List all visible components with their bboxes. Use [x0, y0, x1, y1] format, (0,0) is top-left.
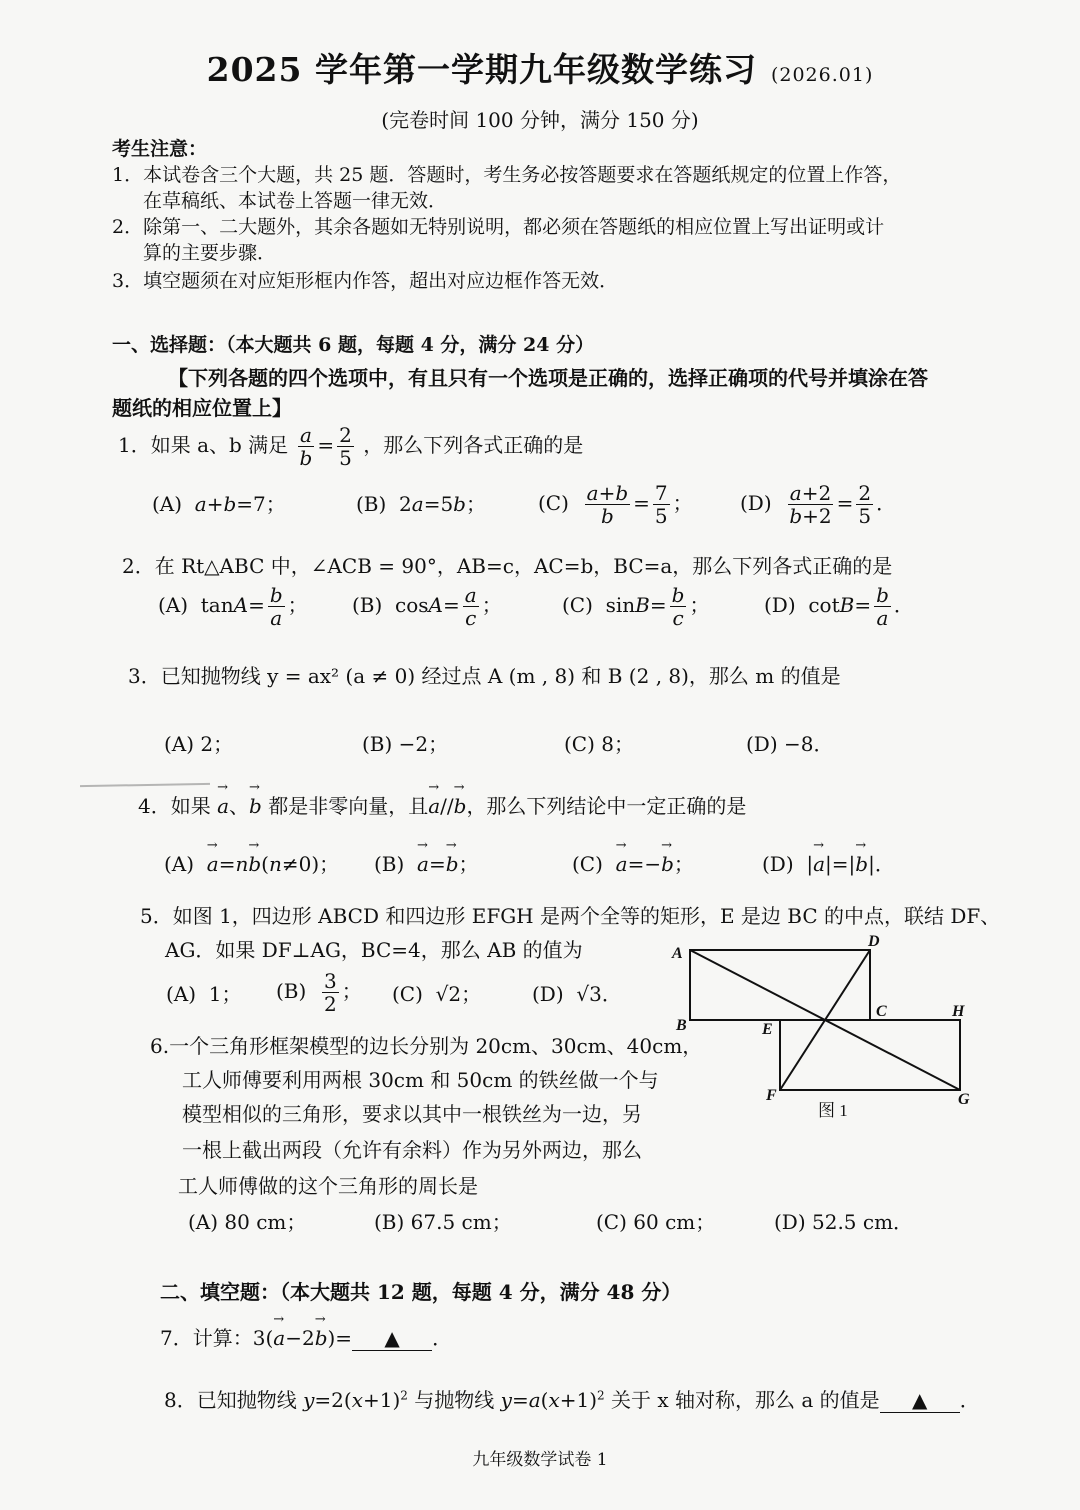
q8-answer-blank: ▲ [880, 1388, 960, 1413]
section1-instruction-b: 题纸的相应位置上】 [112, 396, 292, 420]
q5-option-c: (C) √2； [392, 982, 482, 1006]
notice-line-2b: 算的主要步骤． [143, 242, 277, 264]
q6-option-d: (D) 52.5 cm． [774, 1210, 914, 1234]
label-a: A [672, 945, 683, 962]
section2-heading: 二、填空题：（本大题共 12 题，每题 4 分，满分 48 分） [160, 1280, 682, 1304]
q1-option-d: (D) $\frac{a+2}{b+2}$ = $\frac{2}{5}$ ． [740, 481, 897, 528]
question-6-line-5: 工人师傅做的这个三角形的周长是 [178, 1174, 478, 1198]
q7-pre: 7．计算： [160, 1326, 253, 1350]
label-g: G [958, 1091, 970, 1108]
question-3: 3．已知抛物线 y = ax² (a ≠ 0) 经过点 A (m , 8) 和 B (2 , 8)，那么 m 的值是 [128, 664, 841, 688]
rectangle-abcd [690, 950, 870, 1020]
q5-option-a: (A) 1； [166, 982, 242, 1006]
question-5-line-2: AG．如果 DF⊥AG，BC=4，那么 AB 的值为 [165, 938, 583, 962]
figure-1 [668, 930, 978, 1130]
q5-option-b: (B) $\frac{3}{2}$ ； [276, 969, 362, 1016]
exam-subtitle: (完卷时间 100 分钟，满分 150 分) [381, 108, 699, 132]
figure-caption: 图 1 [818, 1101, 848, 1120]
q5-option-d: (D) √3． [532, 982, 622, 1006]
q4-mid: 都是非零向量，且 [268, 794, 429, 818]
label-h: H [952, 1003, 965, 1020]
notice-heading: 考生注意： [112, 138, 208, 160]
q3-option-b: (B) −2； [362, 732, 449, 756]
q1-post: ，那么下列各式正确的是 [363, 433, 584, 457]
q2-option-d: (D) cotB= $\frac{b}{a}$ ． [764, 583, 914, 630]
q6-option-c: (C) 60 cm； [596, 1210, 716, 1234]
q2-option-b: (B) cosA= $\frac{a}{c}$ ； [352, 583, 502, 630]
q3-option-a: (A) 2； [164, 732, 234, 756]
section1-instruction-a: 【下列各题的四个选项中，有且只有一个选项是正确的，选择正确项的代号并填涂在答 [168, 366, 928, 390]
label-b: B [676, 1017, 687, 1034]
question-6-line-3: 模型相似的三角形，要求以其中一根铁丝为一边，另 [182, 1102, 642, 1126]
question-4: 4．如果 → a、→ b 都是非零向量，且→ a//→ b，那么下列结论中一定正确的是 [138, 790, 746, 819]
question-6-line-4: 一根上截出两段（允许有余料）作为另外两边，那么 [182, 1138, 642, 1162]
q8-pre: 8．已知抛物线 [164, 1388, 297, 1412]
title-text: 2025 学年第一学期九年级数学练习 [206, 50, 757, 89]
q4-option-c: (C) → a=−→ b； [572, 848, 694, 877]
q4-option-a: (A) → a=n→ b(n≠0)； [164, 848, 339, 877]
question-8: 8．已知抛物线 $y=2(x+1)^2$ 与抛物线 $y=a(x+1)^2$ 关于 x 轴对称，那么 a 的值是 ▲ ． [164, 1388, 980, 1412]
q8-mid: 与抛物线 [414, 1388, 495, 1412]
q7-answer-blank: ▲ [352, 1326, 432, 1351]
q2-option-a: (A) tanA= $\frac{b}{a}$ ； [158, 583, 308, 630]
label-f: F [766, 1087, 777, 1104]
page-title [0, 44, 1080, 91]
rectangle-efgh [780, 1020, 960, 1090]
q3-option-c: (C) 8； [564, 732, 634, 756]
notice-line-2a: 2．除第一、二大题外，其余各题如无特别说明，都必须在答题纸的相应位置上写出证明或计 [112, 216, 885, 238]
section1-heading: 一、选择题：（本大题共 6 题，每题 4 分，满分 24 分） [112, 334, 595, 356]
q1-option-b: (B) 2a=5b； [356, 492, 486, 516]
q8-post: 关于 x 轴对称，那么 a 的值是 [611, 1388, 880, 1412]
q1-pre: 1．如果 a、b 满足 [118, 433, 289, 457]
question-6-line-1: 6.一个三角形框架模型的边长分别为 20cm、30cm、40cm， [150, 1034, 703, 1058]
notice-line-1a: 1．本试卷含三个大题，共 25 题．答题时，考生务必按答题要求在答题纸规定的位置上作答， [112, 164, 902, 186]
q4-option-b: (B) → a=→ b； [374, 848, 479, 877]
page-footer: 九年级数学试卷 1 [472, 1450, 608, 1470]
question-1: 1．如果 a、b 满足 $\frac{a}{b}$ = $\frac{2}{5}$ ，那么下列各式正确的是 [118, 423, 584, 470]
q1-option-c: (C) $\frac{a+b}{b}$ = $\frac{7}{5}$ ； [538, 481, 693, 528]
q6-option-b: (B) 67.5 cm； [374, 1210, 512, 1234]
scratch-mark [80, 783, 210, 787]
question-7: 7．计算：3(→ a−2→ b)= ▲ ． [160, 1322, 452, 1351]
notice-line-1b: 在草稿纸、本试卷上答题一律无效． [143, 190, 448, 212]
exam-date: (2026.01) [770, 64, 874, 86]
q3-option-d: (D) −8． [746, 732, 834, 756]
q4-post: ，那么下列结论中一定正确的是 [466, 794, 747, 818]
question-6-line-2: 工人师傅要利用两根 30cm 和 50cm 的铁丝做一个与 [182, 1068, 659, 1092]
q1-option-a: (A) a+b=7； [152, 492, 286, 516]
label-d: D [868, 933, 880, 950]
notice-line-3: 3．填空题须在对应矩形框内作答，超出对应边框作答无效． [112, 270, 619, 292]
q2-option-c: (C) sinB= $\frac{b}{c}$ ； [562, 583, 710, 630]
label-e: E [762, 1021, 773, 1038]
q4-pre: 4．如果 [138, 794, 211, 818]
question-5-line-1: 5．如图 1，四边形 ABCD 和四边形 EFGH 是两个全等的矩形，E 是边 BC 的中点，联结 DF、 [140, 904, 1001, 928]
q4-option-d: (D) |→ a|=|→ b|． [762, 848, 895, 877]
label-c: C [876, 1003, 887, 1020]
q6-option-a: (A) 80 cm； [188, 1210, 307, 1234]
question-2: 2．在 Rt△ABC 中，∠ACB = 90°，AB=c，AC=b，BC=a，那么下列各式正确的是 [122, 554, 893, 578]
